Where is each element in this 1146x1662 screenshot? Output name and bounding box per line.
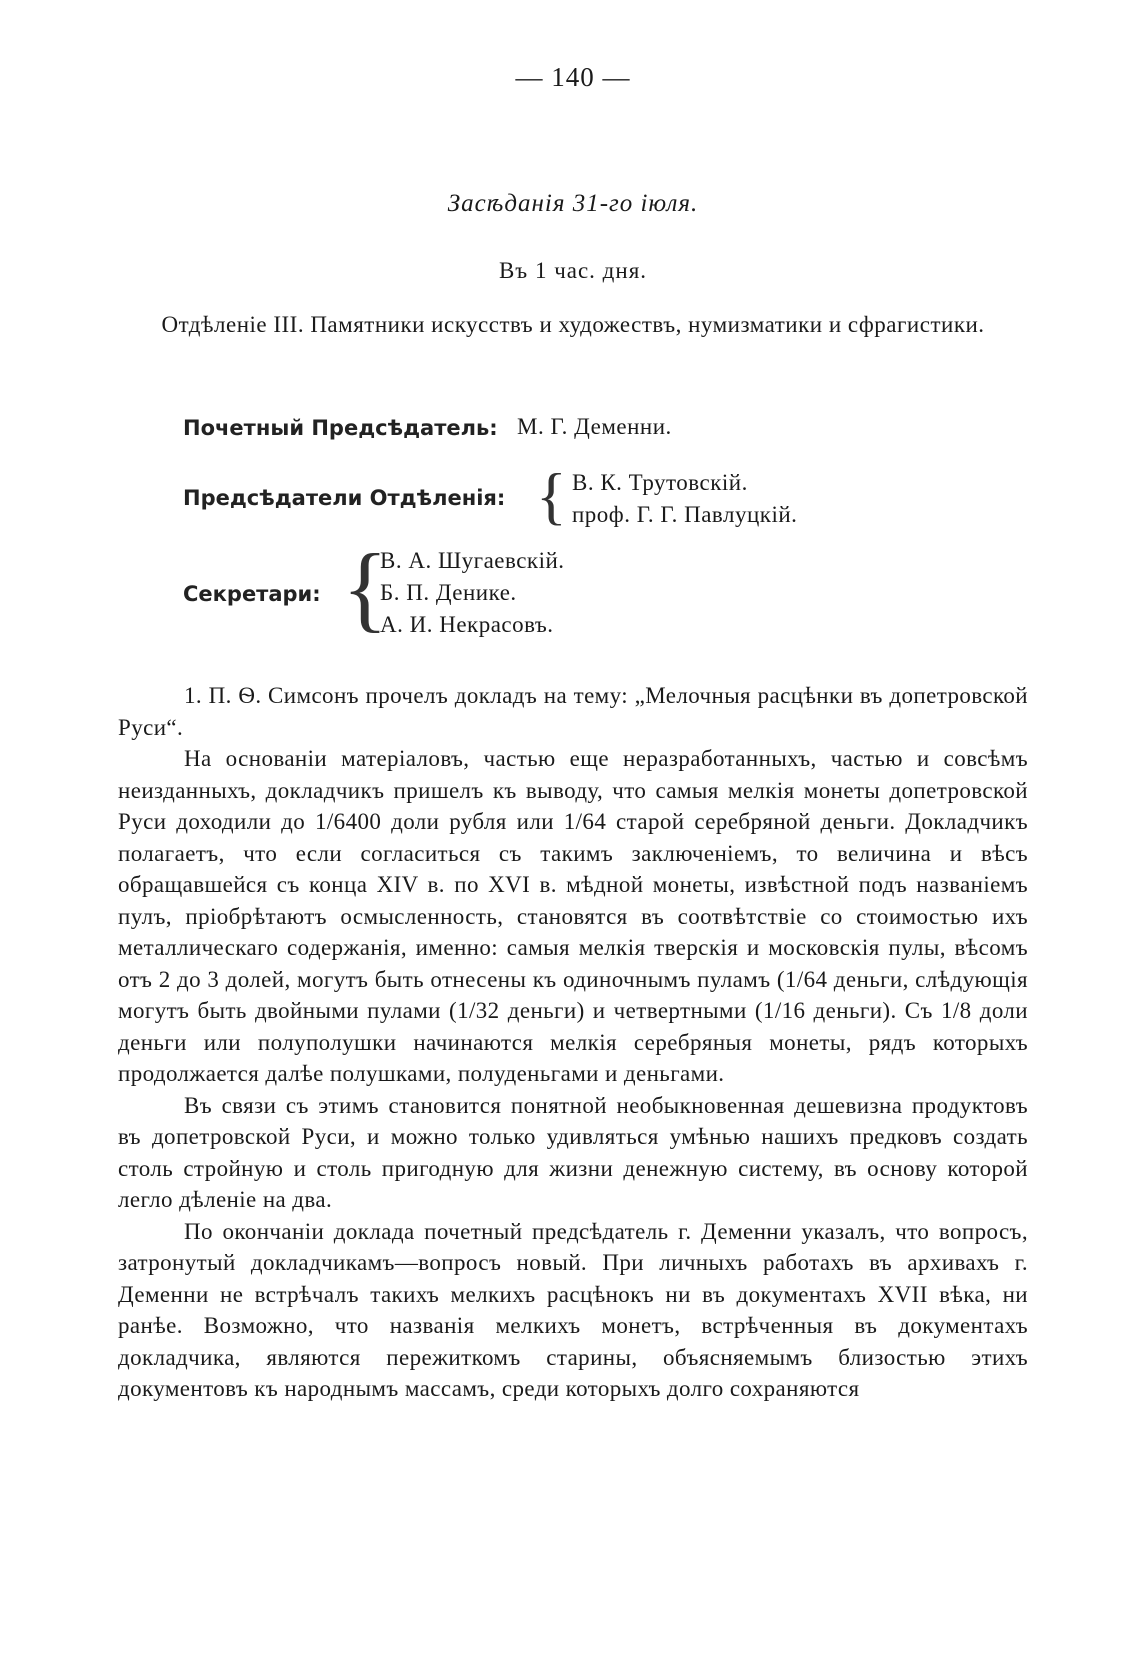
session-title: Засѣданія 31-го іюля. [447,190,699,217]
honorary-chair-label: Почетный Предсѣдатель: [183,416,498,440]
honorary-chair-name: М. Г. Деменни. [517,414,672,439]
section-title: Отдѣленіе III. Памятники искусствъ и художествъ, нумизматики и сфрагистики. [161,312,985,337]
body-text [118,680,1028,1405]
secretary-name: А. И. Некрасовъ. [380,612,554,637]
chair-name: В. К. Трутовскій. [572,470,748,495]
paragraph: 1. П. Ѳ. Симсонъ прочелъ докладъ на тему: „Мелочныя расцѣнки въ допетровской Руси“. [118,683,1028,740]
secretary-name: Б. П. Денике. [380,580,517,605]
paragraph: Въ связи съ этимъ становится понятной необыкновенная дешевизна продуктовъ въ допетровской Руси, и можно только удивляться умѣнью нашихъ предковъ создать столь стройную и столь пригодную для жизни денежную систему, въ основу которой легло дѣленіе на два. [118,1092,1028,1212]
secretaries-brace: { [342,534,389,641]
secretaries-label: Секретари: [183,582,321,606]
chairs-brace: { [536,460,567,531]
chairs-label: Предсѣдатели Отдѣленія: [183,486,506,510]
paragraph: На основаніи матеріаловъ, частью еще неразработанныхъ, частью и совсѣмъ неизданныхъ, докладчикъ пришелъ къ выводу, что самыя мелкія монеты допетровской Руси доходили до 1/6400 доли рубля или 1/64 старой серебряной деньги. Докладчикъ полагаетъ, что если согласиться съ такимъ заключеніемъ, то величина и вѣсъ обращавшейся съ конца XIV в. по XVI в. мѣдной монеты, извѣстной подъ названіемъ пулъ, пріобрѣтаютъ осмысленность, становятся въ соотвѣтствіе со стоимостью ихъ металлическаго содержанія, именно: самыя мелкія тверскія и московскія пулы, вѣсомъ отъ 2 до 3 долей, могутъ быть отнесены къ одиночнымъ пуламъ (1/64 деньги, слѣдующія могутъ быть двойными пулами (1/32 деньги) и четвертными (1/16 деньги). Съ 1/8 доли деньги или полуполушки начинаются мелкія серебряныя монеты, рядъ которыхъ продолжается далѣе полушками, полуденьгами и деньгами. [118,746,1028,1086]
paragraph: По окончаніи доклада почетный предсѣдатель г. Деменни указалъ, что вопросъ, затронутый докладчикамъ—вопросъ новый. При личныхъ работахъ въ архивахъ г. Деменни не встрѣчалъ такихъ мелкихъ расцѣнокъ ни въ документахъ XVII вѣка, ни ранѣе. Возможно, что названія мелкихъ монетъ, встрѣченныя въ документахъ докладчика, являются пережиткомъ старины, объясняемымъ близостью этихъ документовъ къ народнымъ массамъ, среди которыхъ долго сохраняются [118,1218,1028,1401]
chair-name: проф. Г. Г. Павлуцкій. [572,502,798,527]
page-number: — 140 — [515,62,631,92]
session-time: Въ 1 час. дня. [498,258,648,283]
secretary-name: В. А. Шугаевскій. [380,548,565,573]
